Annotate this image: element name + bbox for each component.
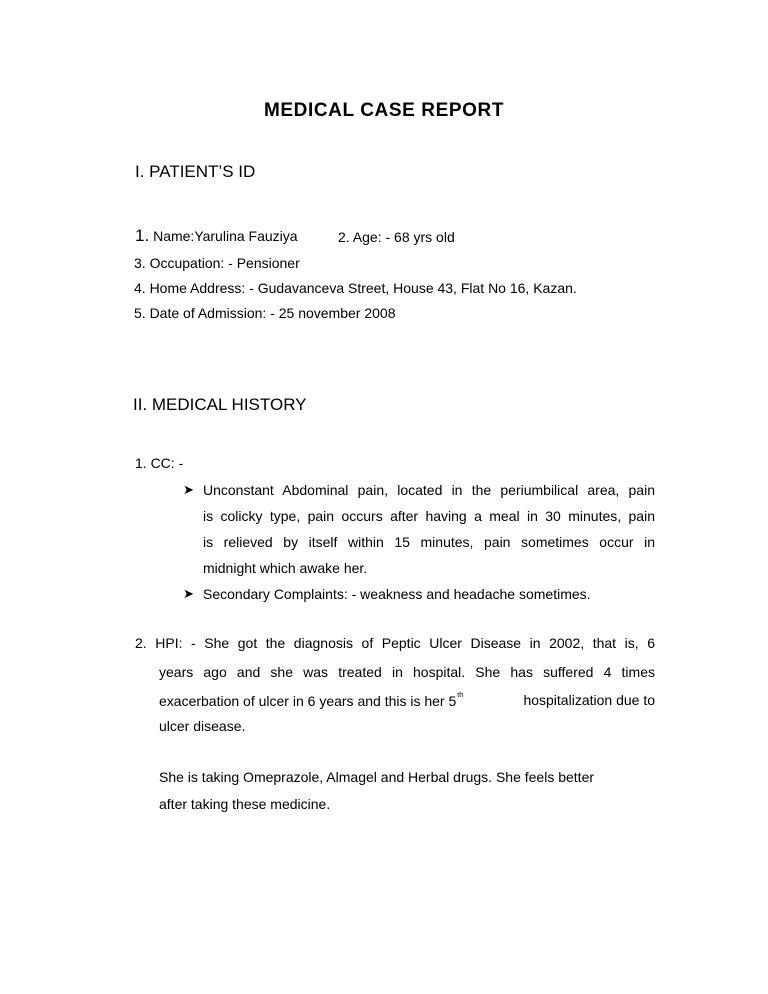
cc-bullet-1-line-2: is colicky type, pain occurs after having a meal in 30 minutes, pain: [203, 508, 655, 524]
hpi-line-4: ulcer disease.: [159, 718, 246, 734]
patient-occupation: 3. Occupation: - Pensioner: [134, 255, 300, 271]
page-title: MEDICAL CASE REPORT: [263, 100, 505, 121]
medication-line-1: She is taking Omeprazole, Almagel and Herbal drugs. She feels better: [159, 769, 595, 785]
section-heading-medical-history: II. MEDICAL HISTORY: [133, 395, 307, 414]
cc-bullet-2: Secondary Complaints: - weakness and headache sometimes.: [203, 586, 591, 602]
hpi-line-3-start: [159, 692, 463, 709]
medication-line-2: after taking these medicine.: [159, 796, 331, 812]
hpi-line-1: 2. HPI: - She got the diagnosis of Peptic Ulcer Disease in 2002, that is, 6: [135, 635, 655, 651]
hpi-line-2: years ago and she was treated in hospital. She has suffered 4 times: [159, 664, 655, 680]
arrow-bullet-icon: ➤: [183, 482, 194, 497]
patient-address: 4. Home Address: - Gudavanceva Street, House 43, Flat No 16, Kazan.: [134, 280, 577, 296]
section-heading-patient-id: I. PATIENT’S ID: [135, 162, 256, 181]
item-number: 1.: [135, 226, 150, 245]
cc-bullet-1-line-3: is relieved by itself within 15 minutes, pain sometimes occur in: [203, 534, 655, 550]
hpi-line-3: [159, 692, 655, 709]
patient-name-line: [135, 226, 298, 246]
hpi-line-3-end: hospitalization due to: [523, 692, 655, 708]
cc-bullet-1-line-4: midnight which awake her.: [203, 560, 368, 576]
patient-age: 2. Age: - 68 yrs old: [338, 229, 455, 245]
admission-date: 5. Date of Admission: - 25 november 2008: [134, 305, 396, 321]
arrow-bullet-icon: ➤: [183, 586, 194, 601]
cc-bullet-1-line-1: Unconstant Abdominal pain, located in the periumbilical area, pain: [203, 482, 655, 498]
hpi-line-3-text: exacerbation of ulcer in 6 years and this is her 5: [159, 693, 457, 709]
ordinal-suffix: th: [457, 692, 464, 699]
cc-label: 1. CC: -: [135, 455, 184, 471]
patient-name: Name:Yarulina Fauziya: [153, 228, 298, 244]
